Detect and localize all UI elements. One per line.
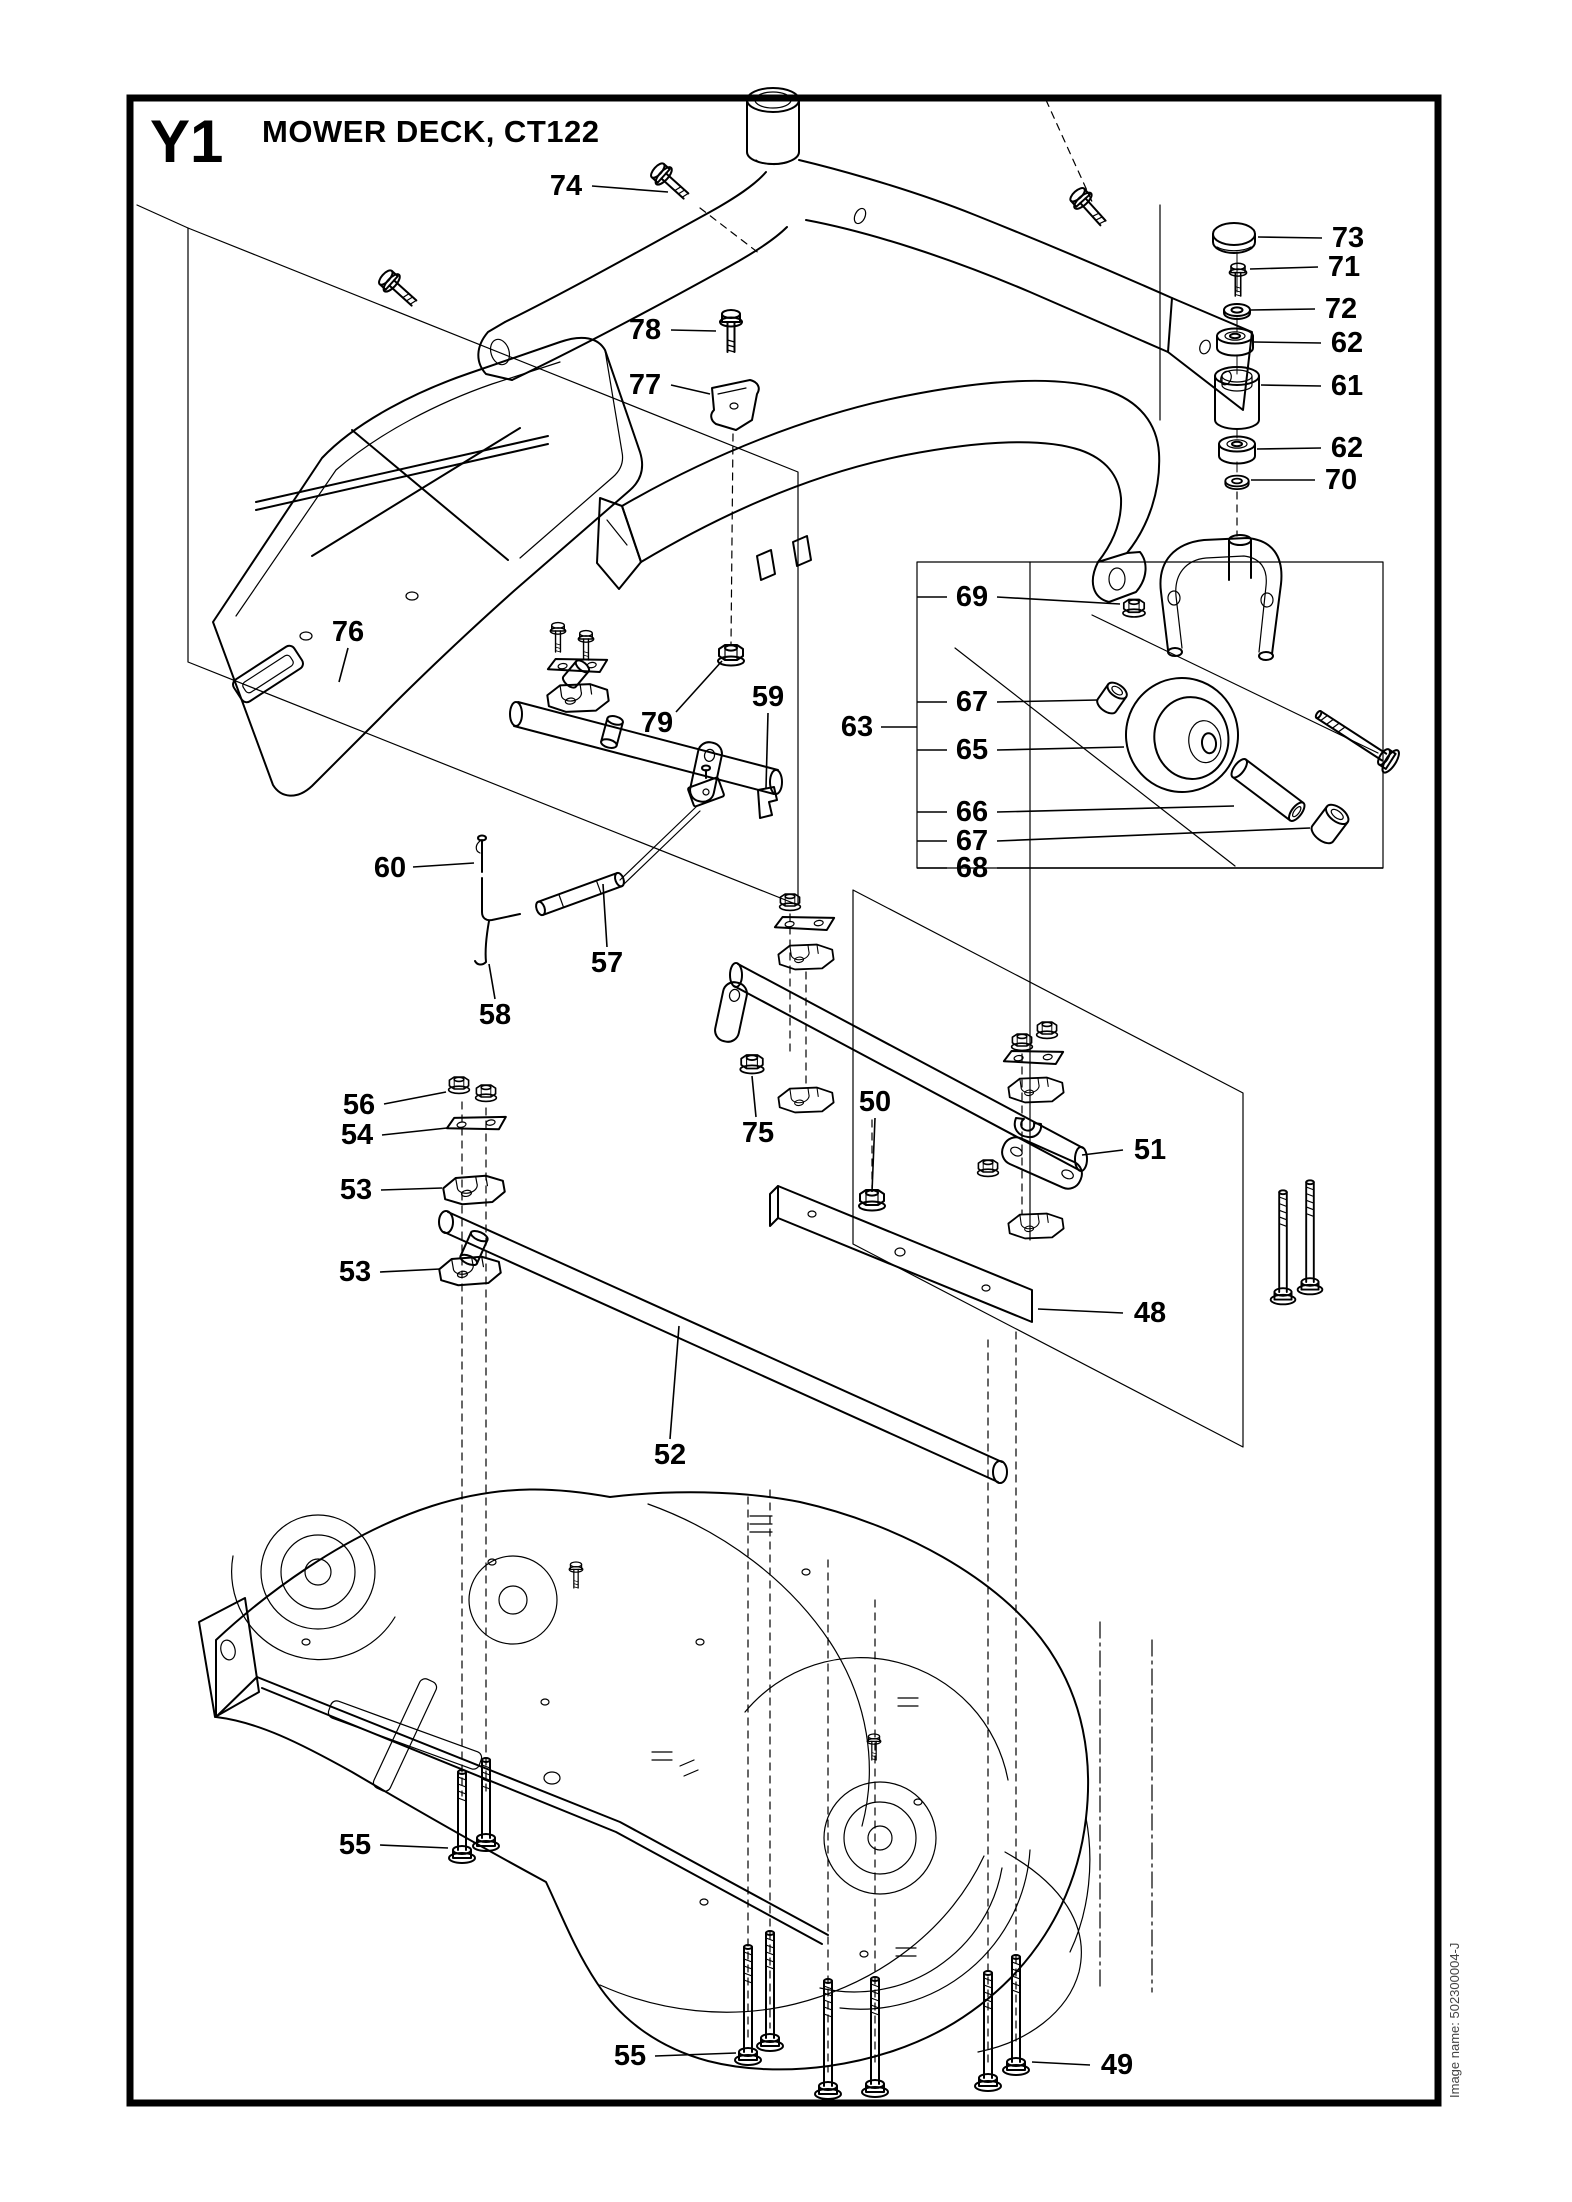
page-code: Y1 (150, 108, 224, 175)
callout-70-7: 70 (1324, 464, 1358, 496)
callout-67-18: 67 (955, 825, 989, 857)
callout-60-leader (413, 863, 474, 867)
callout-54-24: 54 (340, 1119, 374, 1151)
callout-74-0: 74 (549, 170, 583, 202)
x-reinforcement (309, 1651, 501, 1820)
washer-72 (1224, 304, 1250, 319)
callout-54-leader (382, 1128, 447, 1135)
callout-55-leader (655, 2053, 736, 2056)
nut-69 (1123, 600, 1145, 617)
shaft-52 (444, 1212, 1002, 1482)
callout-60-20: 60 (373, 852, 407, 884)
bearing-62a (1217, 329, 1253, 356)
bolt-71 (1229, 263, 1246, 296)
nut-79 (718, 645, 744, 666)
axle-sleeve-66 (1229, 757, 1308, 824)
callout-76-10: 76 (331, 616, 365, 648)
callout-67-leader (997, 828, 1310, 841)
nut-75 (740, 1055, 763, 1073)
callout-77-9: 77 (628, 369, 662, 401)
callout-51-leader (1082, 1150, 1123, 1155)
lift-frame-assembly (375, 88, 1252, 602)
callout-50-leader (872, 1118, 875, 1192)
callout-53-leader (380, 1269, 440, 1272)
callout-62-leader (1257, 448, 1321, 449)
callout-74-leader (592, 186, 668, 192)
image-name-label: Image name: 502300004-J (1447, 1942, 1462, 2098)
callout-73-1: 73 (1331, 222, 1365, 254)
caster-wheel-65 (1120, 672, 1243, 797)
bearing-62b (1219, 437, 1255, 464)
callout-65-16: 65 (955, 734, 989, 766)
callout-59-12: 59 (751, 681, 785, 713)
lift-linkage (438, 623, 1322, 1483)
callout-56-23: 56 (342, 1089, 376, 1121)
callout-67-15: 67 (955, 686, 989, 718)
callout-48-leader (1038, 1309, 1123, 1313)
callout-55-leader (380, 1845, 448, 1848)
cap-73 (1213, 223, 1255, 253)
cable-assembly (475, 766, 777, 965)
callout-67-leader (997, 700, 1098, 702)
deck-shell (199, 1489, 1090, 2099)
callout-73-leader (1258, 237, 1322, 238)
clamp-53a (442, 1170, 506, 1210)
callout-52-leader (670, 1326, 679, 1439)
construction-lines (137, 205, 1243, 1447)
frame-bolt-74 (647, 160, 693, 204)
callout-55-32: 55 (338, 1829, 372, 1861)
pin-60 (476, 836, 486, 873)
callout-79-leader (676, 661, 722, 712)
caster-fork (1160, 535, 1281, 660)
plate-54 (445, 1109, 507, 1138)
bushing-67b (1308, 801, 1352, 847)
bracket-48 (770, 1186, 1032, 1322)
callout-61-5: 61 (1330, 370, 1364, 402)
callout-56-leader (384, 1092, 446, 1104)
callout-66-leader (997, 806, 1234, 812)
callout-48-30: 48 (1133, 1297, 1167, 1329)
callout-78-leader (671, 330, 716, 331)
callout-57-leader (603, 884, 607, 947)
callout-75-27: 75 (741, 1117, 775, 1149)
callout-72-3: 72 (1324, 293, 1358, 325)
callout-53-leader (381, 1188, 442, 1190)
callout-51-29: 51 (1133, 1134, 1167, 1166)
callout-77-leader (671, 385, 710, 394)
callout-49-34: 49 (1100, 2049, 1134, 2081)
bushing-67a (1094, 679, 1129, 716)
frame-bolt-left (375, 267, 421, 311)
callout-63-13: 63 (840, 711, 874, 743)
callout-62-6: 62 (1330, 432, 1364, 464)
callout-52-31: 52 (653, 1439, 687, 1471)
callout-50-28: 50 (858, 1086, 892, 1118)
callout-71-2: 71 (1327, 251, 1361, 283)
bolt-78 (720, 310, 742, 352)
frame-bolt-right (1067, 184, 1111, 230)
washer-70 (1225, 476, 1248, 490)
callout-62-4: 62 (1330, 327, 1364, 359)
callout-76-leader (339, 648, 348, 682)
callout-55-33: 55 (613, 2040, 647, 2072)
callout-59-leader (766, 713, 768, 788)
callout-72-leader (1251, 309, 1315, 310)
callout-68-19: 68 (955, 852, 989, 884)
callout-49-leader (1032, 2062, 1090, 2065)
callout-58-22: 58 (478, 999, 512, 1031)
callout-58-leader (489, 964, 495, 999)
sleeve-61 (1215, 367, 1259, 429)
callout-65-leader (997, 747, 1124, 750)
bracket-77 (711, 380, 759, 430)
callout-75-leader (752, 1076, 756, 1117)
page-title: MOWER DECK, CT122 (262, 114, 600, 149)
callout-79-11: 79 (640, 707, 674, 739)
nut-50 (859, 1190, 885, 1211)
callout-71-leader (1250, 267, 1318, 269)
page-border (130, 98, 1438, 2103)
callout-66-17: 66 (955, 796, 989, 828)
callout-57-21: 57 (590, 947, 624, 979)
callout-61-leader (1261, 385, 1321, 386)
callout-53-26: 53 (338, 1256, 372, 1288)
callout-69-14: 69 (955, 581, 989, 613)
callout-78-8: 78 (628, 314, 662, 346)
axle-bolt-68 (1310, 703, 1402, 775)
nut-50-left (978, 1160, 999, 1176)
callout-62-leader (1254, 342, 1321, 343)
callout-53-25: 53 (339, 1174, 373, 1206)
